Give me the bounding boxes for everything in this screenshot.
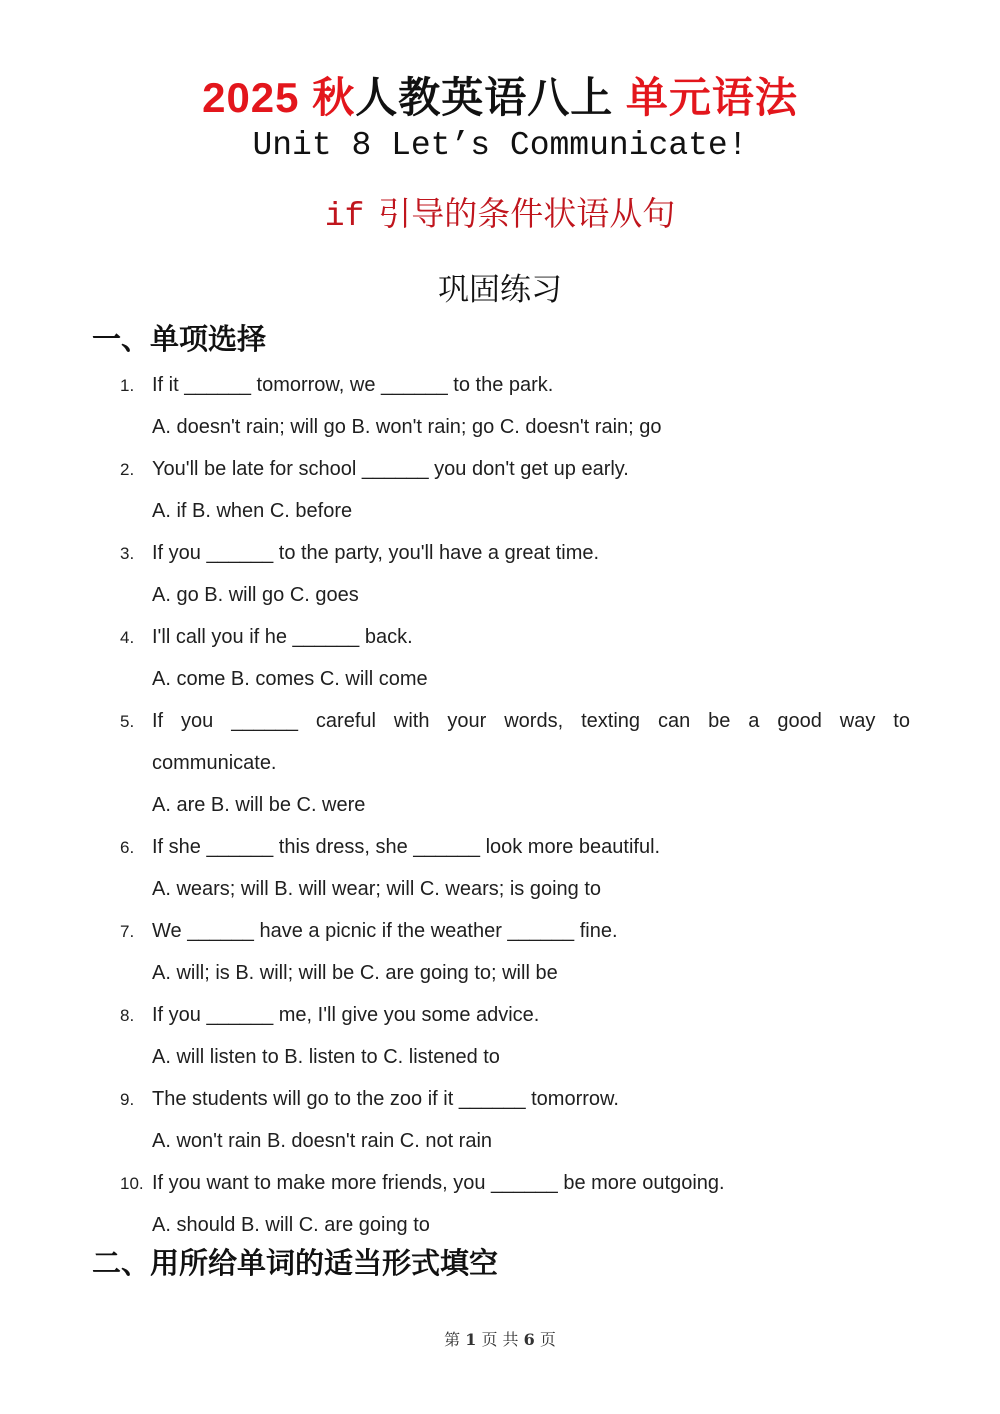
topic-keyword: if [324, 198, 365, 235]
question-stem: If you ______ me, I'll give you some advice. [152, 1004, 540, 1026]
question-number: 2. [120, 460, 135, 479]
question-options: A. will; is B. will; will be C. are going to; will be [152, 962, 558, 984]
practice-heading: 巩固练习 [438, 272, 562, 308]
question-stem: If you want to make more friends, you ______ be more outgoing. [152, 1172, 725, 1194]
question-number: 7. [120, 922, 135, 941]
question-options: A. won't rain B. doesn't rain C. not rain [152, 1130, 493, 1152]
footer-prefix: 第 [444, 1330, 466, 1349]
question-options: A. should B. will C. are going to [152, 1214, 430, 1236]
question-options: A. go B. will go C. goes [152, 584, 359, 606]
unit-title: Unit 8 Let’s Communicate! [252, 127, 748, 164]
footer-middle: 页 共 [476, 1330, 524, 1349]
footer-suffix: 页 [534, 1330, 556, 1349]
question-stem: We ______ have a picnic if the weather ______ fine. [152, 920, 618, 942]
question-number: 10. [120, 1174, 144, 1193]
question-options: A. are B. will be C. were [152, 794, 366, 816]
document-title [0, 70, 1000, 126]
question-stem: If you ______ careful with your words, texting can be a good way to [152, 710, 910, 732]
question-number: 4. [120, 628, 135, 647]
question-options: A. will listen to B. listen to C. listened to [152, 1046, 500, 1068]
question-number: 9. [120, 1090, 135, 1109]
question-stem: I'll call you if he ______ back. [152, 626, 413, 648]
title-textbook: 人教英语八上 [355, 74, 626, 121]
question-number: 8. [120, 1006, 135, 1025]
question-stem: If she ______ this dress, she ______ look more beautiful. [152, 836, 661, 858]
question-options: A. come B. comes C. will come [152, 668, 428, 690]
footer-total-pages: 6 [523, 1330, 535, 1349]
question-stem: If it ______ tomorrow, we ______ to the park. [152, 374, 554, 396]
question-number: 1. [120, 376, 135, 395]
section-heading-multiple-choice: 一、单项选择 [92, 324, 267, 356]
section-heading-fill-in: 二、用所给单词的适当形式填空 [92, 1248, 499, 1280]
question-number: 5. [120, 712, 135, 731]
question-stem: The students will go to the zoo if it ______ tomorrow. [152, 1088, 619, 1110]
grammar-topic [0, 192, 1000, 239]
footer-page-number: 1 [465, 1330, 477, 1349]
question-options: A. wears; will B. will wear; will C. wears; is going to [152, 878, 602, 900]
question-number: 6. [120, 838, 135, 857]
question-number: 3. [120, 544, 135, 563]
page-footer [0, 1328, 1000, 1352]
question-stem: You'll be late for school ______ you don't get up early. [152, 458, 629, 480]
topic-description: 引导的条件状语从句 [378, 195, 676, 232]
question-stem: If you ______ to the party, you'll have a great time. [152, 542, 600, 564]
title-year-term: 2025 秋 [202, 74, 356, 121]
question-stem-continued: communicate. [152, 752, 277, 774]
question-options: A. doesn't rain; will go B. won't rain; go C. doesn't rain; go [152, 416, 662, 438]
question-options: A. if B. when C. before [152, 500, 353, 522]
title-unit-grammar: 单元语法 [625, 74, 798, 121]
